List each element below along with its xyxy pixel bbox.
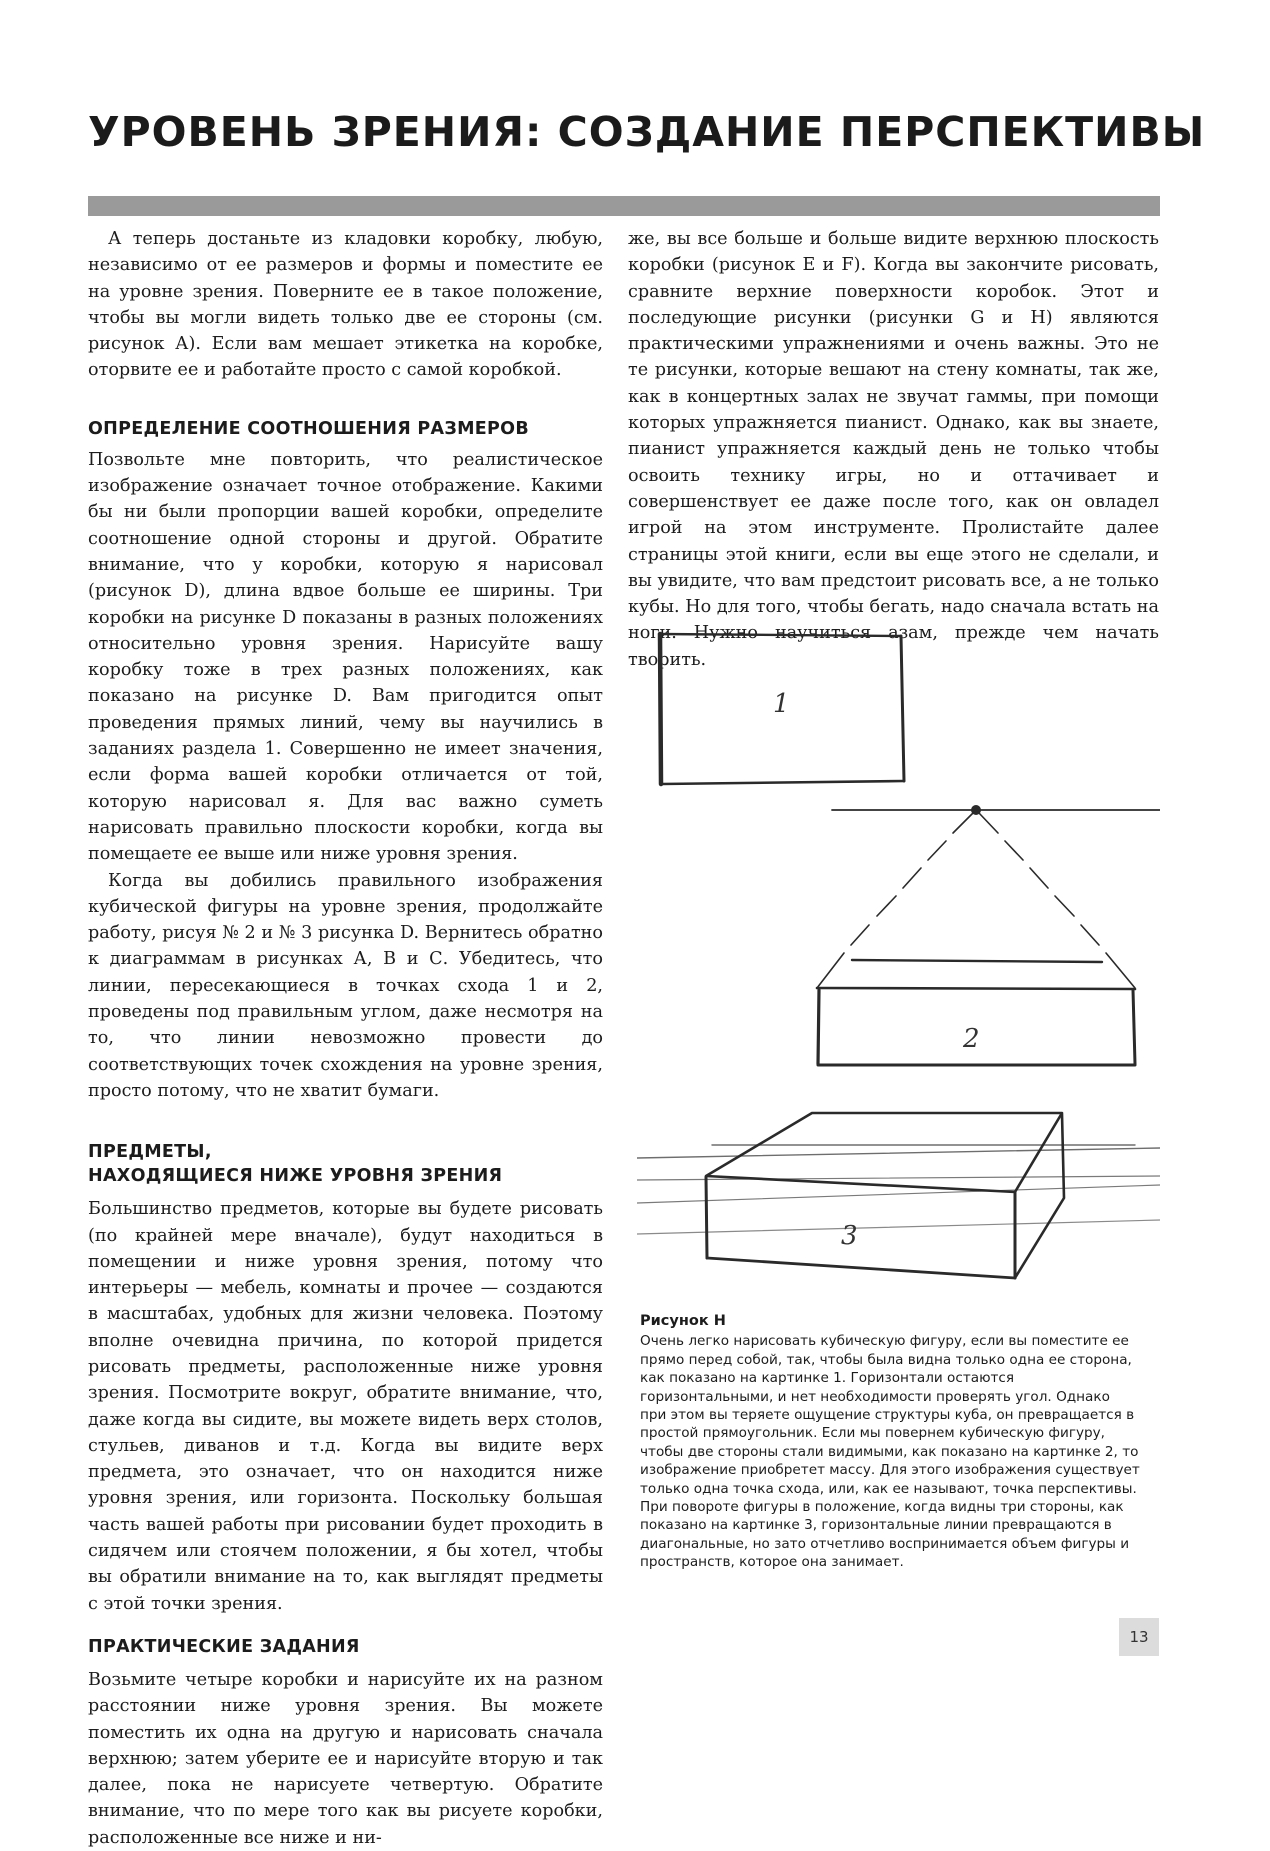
box-3-three-sides: [637, 1113, 1160, 1278]
figure-caption-text: Очень легко нарисовать кубическую фигуру, если вы поместите ее прямо перед собой, так, чтобы была видна только одна ее сторона, как показано на картинке 1. Горизонтали остаются горизонтальными, и нет необходимости проверять угол. Однако при этом вы теряете ощущение структуры куба, он превращается в простой прямоугольник. Если мы повернем кубическую фигуру, чтобы две стороны стали видимыми, как показано на картинке 2, то изображение приобретет массу. Для этого изображения существует только одна точка схода, или, как ее называют, точка перспективы. При повороте фигуры в положение, когда видны три стороны, как показано на картинке 3, горизонтальные линии превращаются в диагональные, но зато отчетливо воспринимается объем фигуры и пространств, которое она занимает.: [640, 1333, 1140, 1571]
proportions-paragraph-2: Когда вы добились правильного изображения кубической фигуры на уровне зрения, продолжайте работу, рисуя № 2 и № 3 рисунка D. Вернитесь обратно к диаграммам в рисунках А, В и С. Убедитесь, что линии, пересекающиеся в точках схода 1 и 2, проведены под правильным углом, даже несмотря на то, что линии невозможно провести до соответствующих точек схождения на уровне зрения, просто потому, что не хватит бумаги.: [88, 870, 603, 1101]
perspective-sketch: [637, 620, 1160, 1310]
below-eye-level-paragraph: Большинство предметов, которые вы будете рисовать (по крайней мере вначале), будут находиться в помещении и ниже уровня зрения, потому что интерьеры — мебель, комнаты и прочее — создаются в масштабах, удобных для жизни человека. Поэтому вполне очевидна причина, по которой придется рисовать предметы, расположенные ниже уровня зрения. Посмотрите вокруг, обратите внимание, что, даже когда вы сидите, вы можете видеть верх столов, стульев, диванов и т.д. Когда вы видите верх предмета, это означает, что он находится ниже уровня зрения, или горизонта. Поскольку большая часть вашей работы при рисовании будет проходить в сидячем или стоячем положении, я бы хотел, чтобы вы обратили внимание на то, как выглядят предметы с этой точки зрения.: [88, 1199, 603, 1614]
page-number: 13: [1119, 1618, 1159, 1656]
section-heading-practice: ПРАКТИЧЕСКИЕ ЗАДАНИЯ: [88, 1636, 360, 1657]
figure-label-3: 3: [841, 1221, 858, 1251]
figure-caption: [640, 1312, 1140, 1572]
title-divider-bar: [88, 196, 1160, 216]
page-title: УРОВЕНЬ ЗРЕНИЯ: СОЗДАНИЕ ПЕРСПЕКТИВЫ: [88, 108, 1206, 156]
figure-h-drawings: [637, 620, 1160, 1310]
figure-label-1: 1: [773, 689, 790, 719]
right-column: [628, 226, 1159, 673]
figure-caption-title: Рисунок H: [640, 1313, 726, 1329]
practice-paragraph: Возьмите четыре коробки и нарисуйте их на разном расстоянии ниже уровня зрения. Вы можете поместить их одна на другую и нарисовать сначала верхнюю; затем уберите ее и нарисуйте вторую и так далее, пока не нарисуете четвертую. Обратите внимание, что по мере того как вы рисуете коробки, расположенные все ниже и ни-: [88, 1669, 603, 1848]
left-column: [88, 226, 603, 1851]
section-heading-below-eye-level-line1: ПРЕДМЕТЫ,: [88, 1142, 212, 1163]
right-column-paragraph: же, вы все больше и больше видите верхнюю плоскость коробки (рисунок E и F). Когда вы закончите рисовать, сравните верхние поверхности коробок. Этот и последующие рисунки (рисунки G и H) являются практическими упражнениями и очень важны. Это не те рисунки, которые вешают на стену комнаты, так же, как в концертных залах не звучат гаммы, при помощи которых упражняется пианист. Однако, как вы знаете, пианист упражняется каждый день не только чтобы освоить технику игры, но и оттачивает и совершенствует ее даже после того, как он овладел игрой на этом инструменте. Пролистайте далее страницы этой книги, если вы еще этого не сделали, и вы увидите, что вам предстоит рисовать все, а не только кубы. Но для того, чтобы бегать, надо сначала встать на ноги. Нужно научиться азам, прежде чем начать творить.: [628, 229, 1159, 670]
section-heading-proportions: ОПРЕДЕЛЕНИЕ СООТНОШЕНИЯ РАЗМЕРОВ: [88, 418, 529, 439]
intro-paragraph: А теперь достаньте из кладовки коробку, любую, независимо от ее размеров и формы и поместите ее на уровне зрения. Поверните ее в такое положение, чтобы вы могли видеть только две ее стороны (см. рисунок А). Если вам мешает этикетка на коробке, оторвите ее и работайте просто с самой коробкой.: [88, 229, 603, 381]
figure-label-2: 2: [963, 1024, 980, 1054]
section-heading-below-eye-level-line2: НАХОДЯЩИЕСЯ НИЖЕ УРОВНЯ ЗРЕНИЯ: [88, 1166, 503, 1187]
proportions-paragraph-1: Позвольте мне повторить, что реалистическое изображение означает точное отображение. Какими бы ни были пропорции вашей коробки, определите соотношение одной стороны и другой. Обратите внимание, что у коробки, которую я нарисовал (рисунок D), длина вдвое больше ее ширины. Три коробки на рисунке D показаны в разных положениях относительно уровня зрения. Нарисуйте вашу коробку тоже в трех разных положениях, как показано на рисунке D. Вам пригодится опыт проведения прямых линий, чему вы научились в заданиях раздела 1. Совершенно не имеет значения, если форма вашей коробки отличается от той, которую нарисовал я. Для вас важно суметь нарисовать правильно плоскости коробки, когда вы помещаете ее выше или ниже уровня зрения.: [88, 449, 603, 865]
